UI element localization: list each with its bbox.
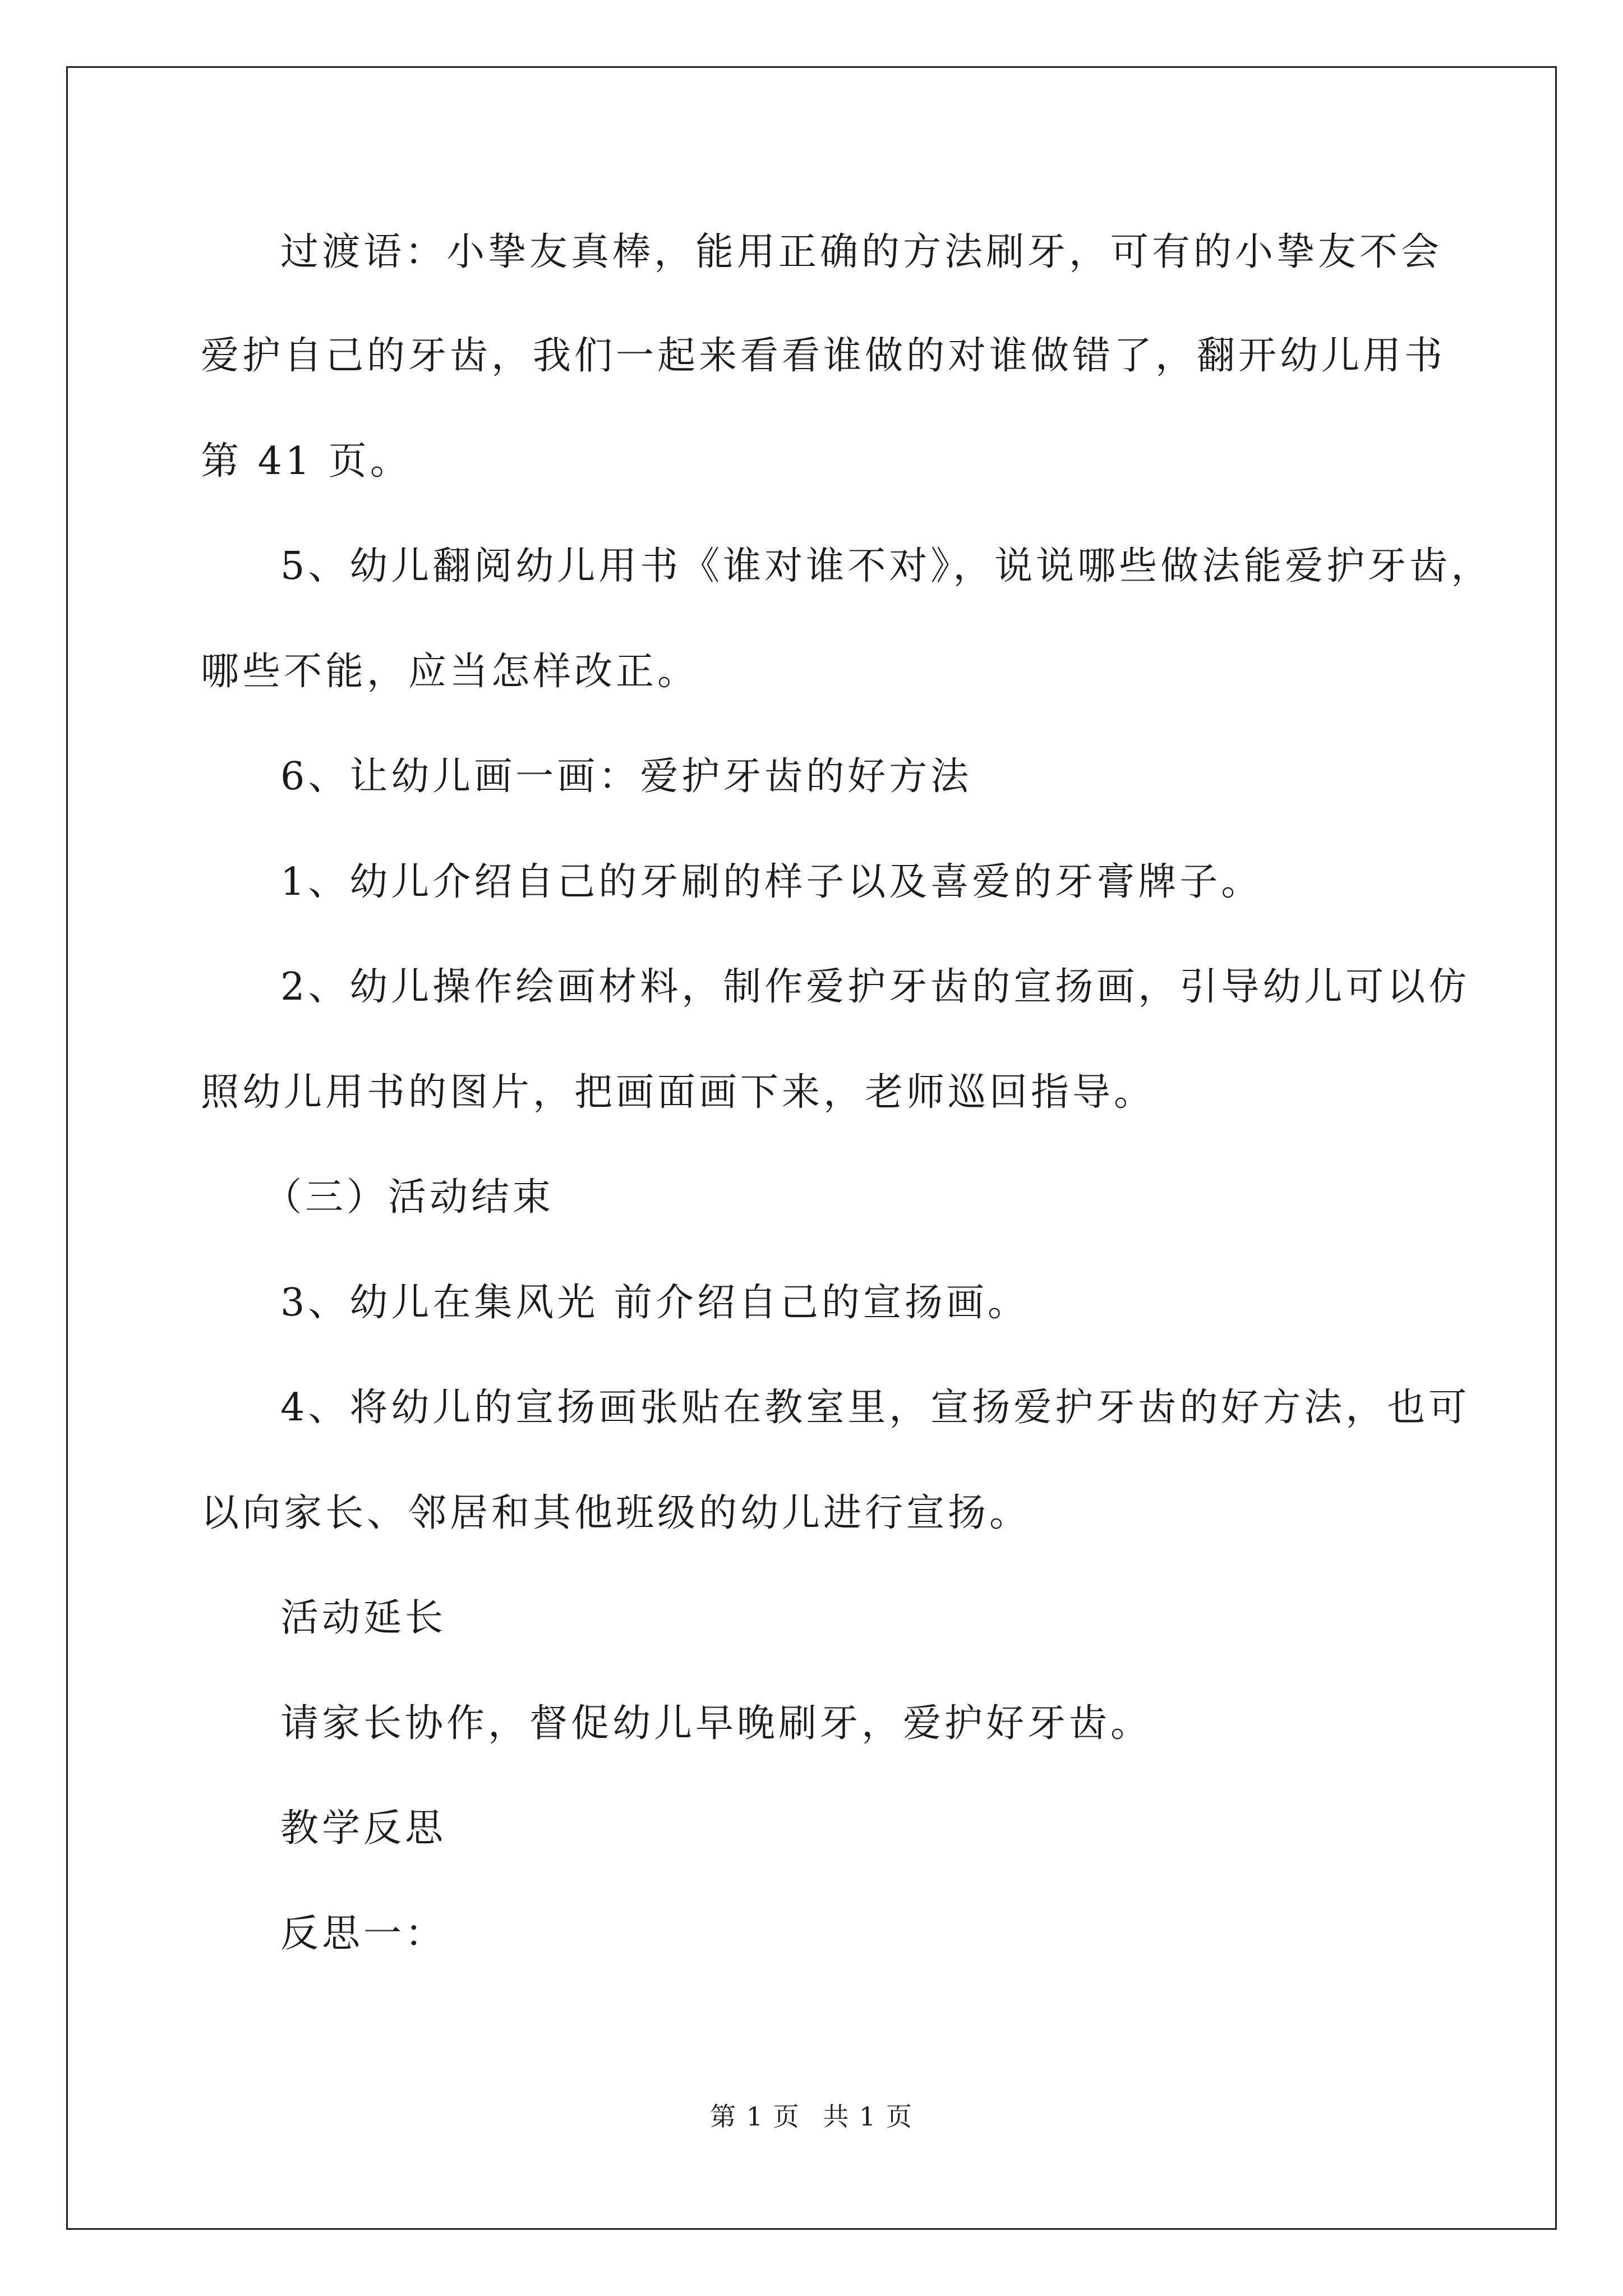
paragraph-line: 4、将幼儿的宣扬画张贴在教室里，宣扬爱护牙齿的好方法，也可 [280, 1386, 1470, 1430]
page-number-current: 第 1 页 [710, 2101, 800, 2132]
paragraph-line: 以向家长、邻居和其他班级的幼儿进行宣扬。 [201, 1491, 1031, 1535]
section-heading: 教学反思 [280, 1806, 447, 1851]
paragraph-line: 6、让幼儿画一画：爱护牙齿的好方法 [280, 754, 972, 799]
section-heading: 反思一： [280, 1912, 447, 1956]
paragraph-line: 3、幼儿在集风光 前介绍自己的宣扬画。 [280, 1281, 1029, 1325]
paragraph-line: 请家长协作，督促幼儿早晚刷牙，爱护好牙齿。 [280, 1701, 1152, 1746]
page-border [66, 66, 1557, 2230]
paragraph-line: 哪些不能，应当怎样改正。 [201, 650, 699, 694]
paragraph-line: 第 41 页。 [201, 439, 412, 484]
paragraph-line: 2、幼儿操作绘画材料，制作爱护牙齿的宣扬画，引导幼儿可以仿 [280, 965, 1470, 1009]
paragraph-line: 1、幼儿介绍自己的牙刷的样子以及喜爱的牙膏牌子。 [280, 860, 1263, 904]
paragraph-line: 5、幼儿翻阅幼儿用书《谁对谁不对》，说说哪些做法能爱护牙齿， [280, 544, 1493, 588]
paragraph-line: 爱护自己的牙齿，我们一起来看看谁做的对谁做错了，翻开幼儿用书 [201, 334, 1446, 378]
page-number-total: 共 1 页 [823, 2101, 913, 2132]
section-heading: 活动延长 [280, 1596, 447, 1640]
page-footer [0, 2101, 1623, 2132]
section-heading: （三）活动结束 [264, 1175, 555, 1220]
paragraph-line: 照幼儿用书的图片，把画面画下来，老师巡回指导。 [201, 1070, 1156, 1115]
paragraph-line: 过渡语：小挚友真棒，能用正确的方法刷牙，可有的小挚友不会 [280, 230, 1443, 274]
